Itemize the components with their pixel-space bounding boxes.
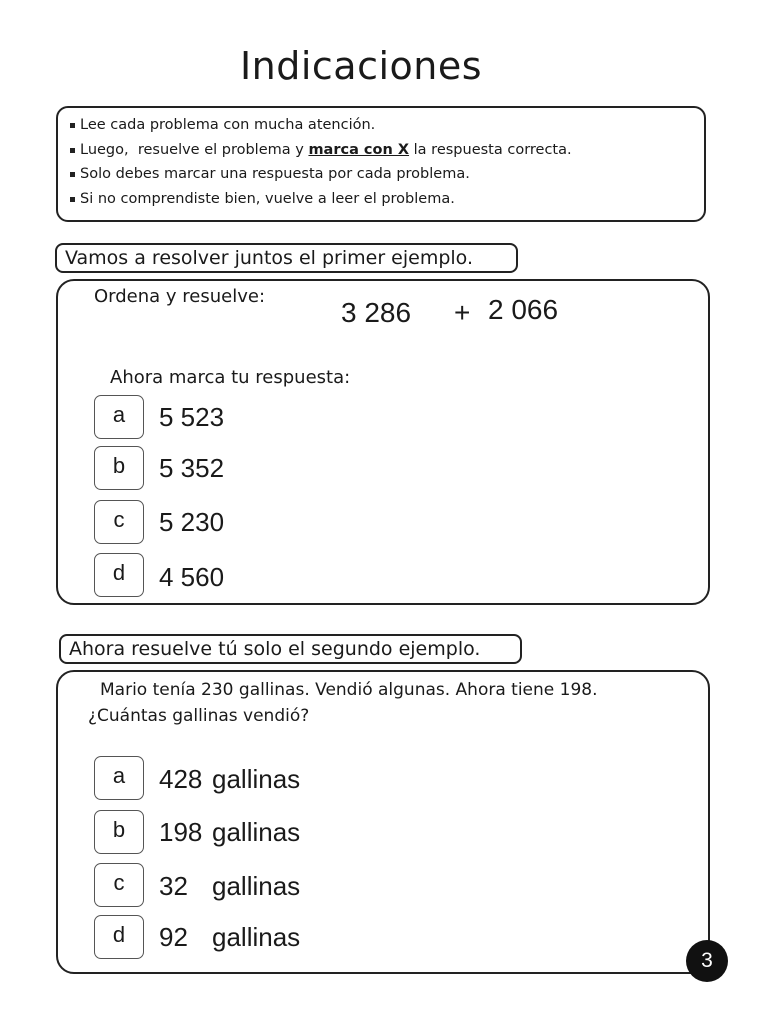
- option-b-number: 198: [159, 817, 203, 847]
- option-c-value: 5 230: [159, 507, 225, 537]
- option-c-checkbox[interactable]: c: [94, 863, 144, 907]
- option-c-checkbox[interactable]: c: [94, 500, 144, 544]
- bullet-icon: [70, 148, 75, 153]
- option-b-unit: gallinas: [212, 817, 301, 847]
- operator: +: [454, 297, 471, 328]
- instruction-text: Lee cada problema con mucha atención.: [80, 117, 376, 133]
- option-a-checkbox[interactable]: a: [94, 395, 144, 439]
- instruction-line-1: [70, 117, 375, 133]
- option-d-unit: gallinas: [212, 922, 301, 952]
- instruction-line-4: [70, 191, 455, 207]
- page-title: Indicaciones: [239, 44, 483, 88]
- option-a-unit: gallinas: [212, 764, 301, 794]
- instruction-text: la respuesta correcta.: [409, 142, 572, 158]
- example1-label: Vamos a resolver juntos el primer ejemplo.: [55, 243, 518, 273]
- option-a-number: 428: [159, 764, 203, 794]
- instruction-line-3: [70, 166, 470, 182]
- instruction-emphasis: marca con X: [308, 142, 410, 158]
- bullet-icon: [70, 172, 75, 177]
- example2-label: Ahora resuelve tú solo el segundo ejemplo.: [59, 634, 522, 664]
- option-b-checkbox[interactable]: b: [94, 810, 144, 854]
- operand-1: 3 286: [341, 297, 412, 328]
- instruction-line-2: [70, 142, 572, 158]
- example1-answer-prompt: Ahora marca tu respuesta:: [110, 367, 351, 388]
- option-d-value: 4 560: [159, 562, 225, 592]
- option-d-checkbox[interactable]: d: [94, 553, 144, 597]
- operand-2: 2 066: [488, 294, 559, 325]
- option-d-number: 92: [159, 922, 188, 952]
- option-b-checkbox[interactable]: b: [94, 446, 144, 490]
- option-b-value: 5 352: [159, 453, 225, 483]
- instruction-text: Si no comprendiste bien, vuelve a leer el problema.: [80, 191, 455, 207]
- problem-line-2: ¿Cuántas gallinas vendió?: [88, 706, 310, 726]
- instruction-text: Solo debes marcar una respuesta por cada problema.: [80, 166, 470, 182]
- option-a-checkbox[interactable]: a: [94, 756, 144, 800]
- option-a-value: 5 523: [159, 402, 225, 432]
- option-d-checkbox[interactable]: d: [94, 915, 144, 959]
- page-number-badge: 3: [686, 940, 728, 982]
- instruction-text: Luego, resuelve el problema y: [80, 142, 309, 158]
- bullet-icon: [70, 123, 75, 128]
- problem-line-1: Mario tenía 230 gallinas. Vendió algunas. Ahora tiene 198.: [100, 680, 598, 700]
- option-c-number: 32: [159, 871, 188, 901]
- bullet-icon: [70, 197, 75, 202]
- example1-prompt: Ordena y resuelve:: [94, 286, 266, 307]
- option-c-unit: gallinas: [212, 871, 301, 901]
